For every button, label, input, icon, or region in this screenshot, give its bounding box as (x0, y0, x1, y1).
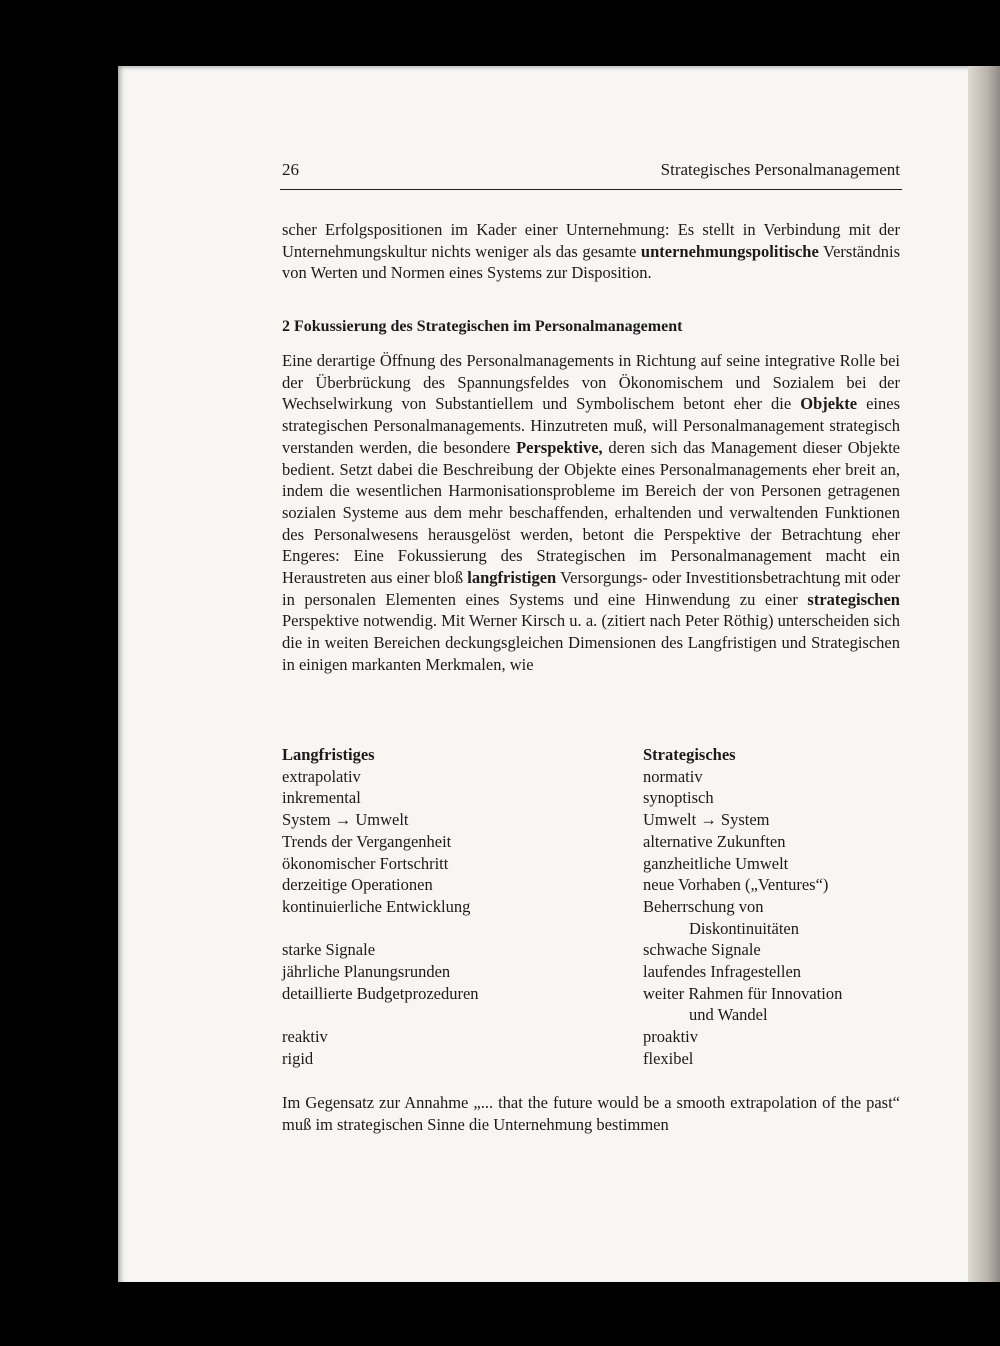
list-item: ganzheitliche Umwelt (643, 853, 789, 873)
page-edge (968, 66, 1000, 1282)
list-item-continuation: Diskontinuitäten (689, 918, 799, 938)
list-item: Umwelt → System (643, 810, 770, 830)
running-title: Strategisches Personalmanagement (660, 160, 900, 179)
list-item: laufendes Infragestellen (643, 962, 802, 982)
list-item: proaktiv (643, 1027, 698, 1047)
list-item: weiter Rahmen für Innovation (643, 983, 843, 1003)
list-item: rigid (282, 1048, 314, 1068)
list-item: detaillierte Budgetprozeduren (282, 983, 479, 1003)
closing-paragraph: Im Gegensatz zur Annahme „... that the future would be a smooth extrapolation of the past“ muß im strategischen Sinne die Unternehmung bestimmen (282, 1093, 900, 1134)
list-item: starke Signale (282, 940, 376, 960)
list-item: schwache Signale (643, 940, 761, 960)
list-item: ökonomischer Fortschritt (282, 853, 449, 873)
body-paragraph: Eine derartige Öffnung des Personalmanagements in Richtung auf seine integrative Rolle bei der Überbrückung des Spannungsfeldes von Ökonomischem und Sozialem bei der Wechselwirkung von Substantiellem und Symbolischem betont eher die Objekte eines strategischen Personalmanagements. Hinzutreten muß, will Personalmanagement strategisch verstanden werden, die besondere Perspektive, deren sich das Management dieser Objekte bedient. Setzt dabei die Beschreibung der Objekte eines Personalmanagements eher breit an, indem die wesentlichen Harmonisationsprobleme im Bereich der von Personen getragenen sozialen Systeme aus dem mehr beschaffenden, erhaltenden und verwaltenden Funktionen des Personalwesens herausgelöst werden, betont die Perspektive der Betrachtung eher Engeres: Eine Fokussierung des Strategischen im Personalmanagement macht ein Heraustreten aus einer bloß langfristigen Versorgungs- oder Investitionsbetrachtung mit oder in personalen Elementen eines Systems und eine Hinwendung zu einer strategischen Perspektive notwendig. Mit Werner Kirsch u. a. (zitiert nach Peter Röthig) unterscheiden sich die in weiten Bereichen deckungsgleichen Dimensionen des Langfristigen und Strategischen in einigen markanten Merkmalen, wie (282, 351, 901, 674)
section-heading: 2 Fokussierung des Strategischen im Personalmanagement (282, 318, 683, 335)
list-item: flexibel (643, 1048, 694, 1068)
list-item: derzeitige Operationen (282, 875, 433, 895)
list-item: jährliche Planungsrunden (282, 962, 451, 982)
column-header: Langfristiges (282, 745, 375, 764)
list-item: reaktiv (282, 1027, 328, 1047)
list-item: alternative Zukunften (643, 831, 786, 851)
list-item: System → Umwelt (282, 810, 409, 830)
column-langfristiges (282, 744, 479, 1070)
intro-paragraph: scher Erfolgspositionen im Kader einer Unternehmung: Es stellt in Verbindung mit der Unternehmungskultur nichts weniger als das gesamte unternehmungspolitische Verständnis von Werten und Normen eines Systems zur Disposition. (282, 220, 900, 283)
list-item-continuation: und Wandel (689, 1005, 768, 1025)
page-number: 26 (282, 160, 299, 179)
list-item: neue Vorhaben („Ventures“) (643, 875, 829, 895)
list-item: Trends der Vergangenheit (282, 831, 452, 851)
header-rule (280, 189, 902, 190)
column-strategisches (643, 744, 842, 1070)
list-item: normativ (643, 766, 703, 786)
list-item: Beherrschung von (643, 896, 764, 916)
list-item: synoptisch (643, 788, 714, 808)
list-item: extrapolativ (282, 766, 361, 786)
list-item: inkremental (282, 788, 361, 808)
list-item: kontinuierliche Entwicklung (282, 896, 471, 916)
column-header: Strategisches (643, 745, 736, 764)
